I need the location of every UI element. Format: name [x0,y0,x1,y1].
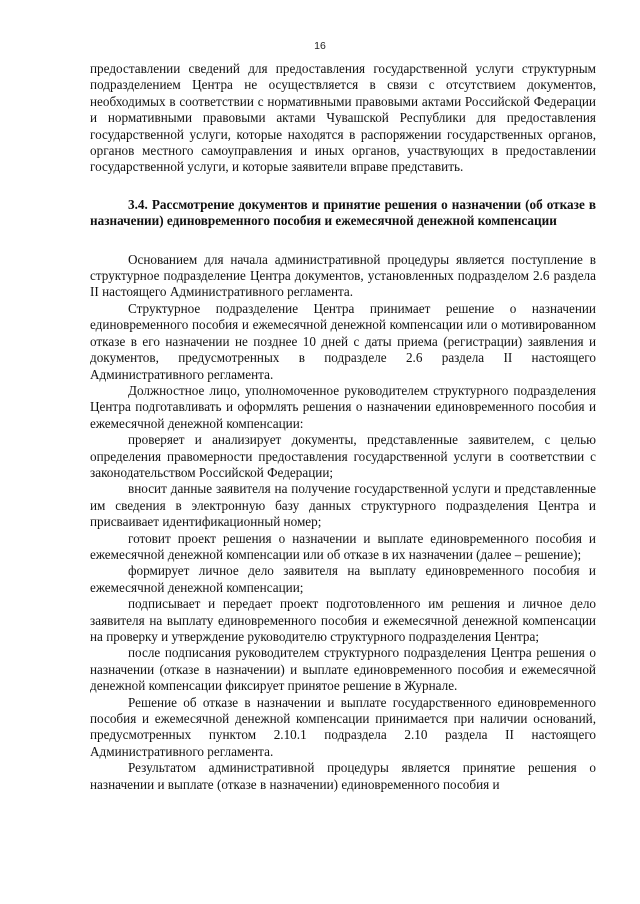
paragraph-decision-term: Структурное подразделение Центра принимает решение о назначении единовременного пособия и ежемесячной денежной компенсации или о мотивированном отказе в его назначении не позднее 10 дней с даты приема (регистрации) заявления и документов, предусмотренных в подразделе 2.6 раздела II настоящего Административного регламента. [90,300,596,382]
paragraph-forms-file: формирует личное дело заявителя на выплату единовременного пособия и ежемесячной денежной компенсации; [90,563,596,595]
paragraph-refusal-grounds: Решение об отказе в назначении и выплате государственного единовременного пособия и ежемесячной денежной компенсации принимается при наличии оснований, предусмотренных пунктом 2.10.1 подраздела 2.10 раздела II настоящего Административного регламента. [90,694,596,759]
paragraph-checks-documents: проверяет и анализирует документы, представленные заявителем, с целью определения правомерности предоставления государственной услуги в соответствии с законодательством Российской Федерации; [90,432,596,480]
page-number: 16 [314,40,326,52]
section-heading: 3.4. Рассмотрение документов и принятие решения о назначении (об отказе в назначении) единовременного пособия и ежемесячной денежной компенсации [90,196,596,229]
page-body [90,61,596,793]
paragraph-result: Результатом административной процедуры является принятие решения о назначении и выплате (отказе в назначении) единовременного пособия и [90,760,596,792]
page-bottom-margin [0,872,640,904]
paragraph-official-duties: Должностное лицо, уполномоченное руководителем структурного подразделения Центра подготавливать и оформлять решения о назначении единовременного пособия и ежемесячной денежной компенсации: [90,382,596,431]
paragraph-signs-and-transfers: подписывает и передает проект подготовленного им решения и личное дело заявителя на выплату единовременного пособия и ежемесячной денежной компенсации на проверку и утверждение руководителю структурного подразделения Центра; [90,596,596,644]
intro-paragraph: предоставлении сведений для предоставления государственной услуги структурным подразделением Центра не осуществляется в связи с отсутствием документов, необходимых в соответствии с нормативными правовыми актами Российской Федерации и нормативными правовыми актами Чувашской Республики для предоставления государственной услуги, которые находятся в распоряжении государственных органов, органов местного самоуправления и иных органов, участвующих в предоставлении государственной услуги, и которые заявители вправе представить. [90,61,596,175]
paragraph-basis: Основанием для начала административной процедуры является поступление в структурное подразделение Центра документов, установленных подразделом 2.6 раздела II настоящего Административного регламента. [90,251,596,300]
paragraph-prepares-draft: готовит проект решения о назначении и выплате единовременного пособия и ежемесячной денежной компенсации или об отказе в их назначении (далее – решение); [90,530,596,562]
paragraph-records-decision: после подписания руководителем структурного подразделения Центра решения о назначении (отказе в назначении) и выплате единовременного пособия и ежемесячной денежной компенсации фиксирует принятое решение в Журнале. [90,645,596,694]
paragraph-enters-data: вносит данные заявителя на получение государственной услуги и представленные им сведения в электронную базу данных структурного подразделения Центра и присваивает идентификационный номер; [90,481,596,530]
